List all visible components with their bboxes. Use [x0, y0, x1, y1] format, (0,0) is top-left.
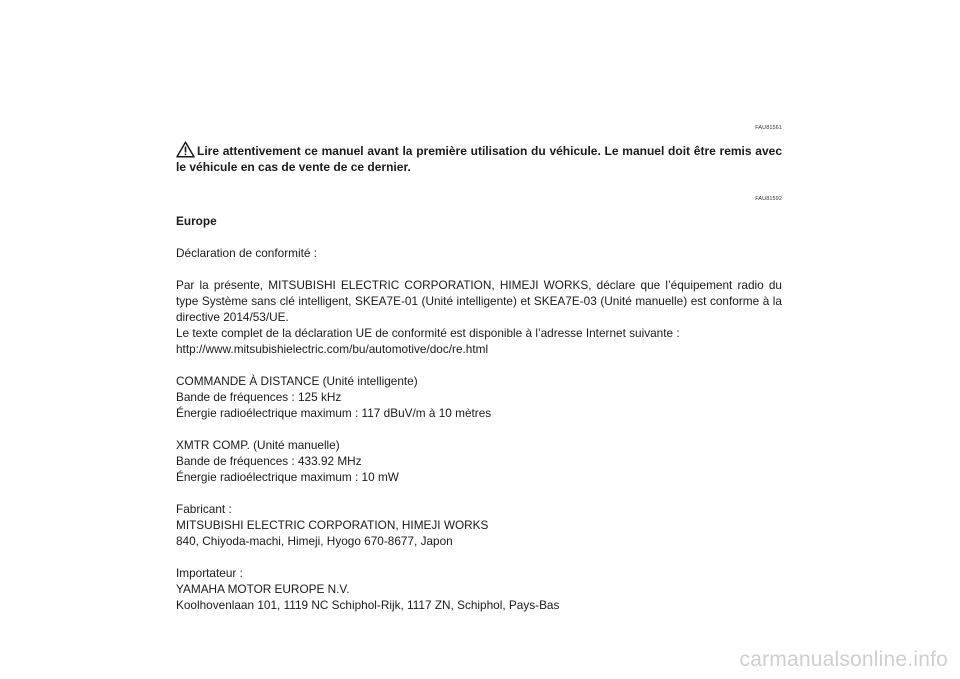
- warning-triangle-icon: [176, 141, 195, 158]
- importer-address: Koolhovenlaan 101, 1119 NC Schiphol-Rijk, 1117 ZN, Schiphol, Pays-Bas: [176, 598, 560, 612]
- section-heading: Europe: [176, 214, 217, 228]
- manufacturer-label: Fabricant :: [176, 502, 232, 516]
- manufacturer-address: 840, Chiyoda-machi, Himeji, Hyogo 670-8677, Japon: [176, 534, 453, 548]
- xmtr-band: Bande de fréquences : 433.92 MHz: [176, 454, 362, 468]
- remote-power: Énergie radioélectrique maximum : 117 dBuV/m à 10 mètres: [176, 406, 492, 420]
- section-code-europe: FAU81592: [755, 196, 782, 202]
- remote-title: COMMANDE À DISTANCE (Unité intelligente): [176, 374, 418, 388]
- europe-section: [176, 213, 782, 613]
- declaration-label: Déclaration de conformité :: [176, 246, 317, 260]
- section-code-warning: FAU81561: [755, 125, 782, 131]
- watermark: carmanualsonline.info: [739, 648, 948, 671]
- declaration-text: Par la présente, MITSUBISHI ELECTRIC CORPORATION, HIMEJI WORKS, déclare que l’équipement radio du type Système sans clé intelligent, SKEA7E-01 (Unité intelligente) et SKEA7E-03 (Unité manuelle) est conforme à la directive 2014/53/UE.: [176, 278, 782, 324]
- warning-text: Lire attentivement ce manuel avant la première utilisation du véhicule. Le manuel doit être remis avec le véhicule en cas de vente de ce dernier.: [176, 144, 782, 174]
- warning-block: [176, 141, 782, 175]
- manufacturer-name: MITSUBISHI ELECTRIC CORPORATION, HIMEJI WORKS: [176, 518, 489, 532]
- xmtr-title: XMTR COMP. (Unité manuelle): [176, 438, 340, 452]
- remote-band: Bande de fréquences : 125 kHz: [176, 390, 342, 404]
- xmtr-power: Énergie radioélectrique maximum : 10 mW: [176, 470, 399, 484]
- importer-name: YAMAHA MOTOR EUROPE N.V.: [176, 582, 350, 596]
- declaration-url: http://www.mitsubishielectric.com/bu/automotive/doc/re.html: [176, 342, 489, 356]
- full-text-line: Le texte complet de la déclaration UE de conformité est disponible à l’adresse Internet suivante :: [176, 326, 680, 340]
- importer-label: Importateur :: [176, 566, 243, 580]
